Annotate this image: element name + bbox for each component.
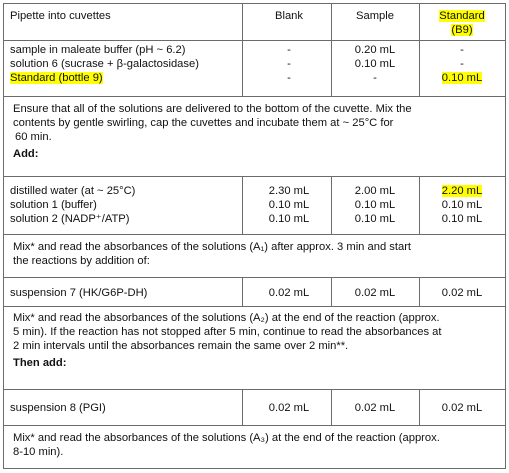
instruction-note-4: Mix* and read the absorbances of the solutions (A₃) at the end of the reaction (approx. 8-10 min). bbox=[13, 432, 440, 458]
suspension-8-standard: 0.02 mL bbox=[441, 402, 483, 414]
suspension-7-label: suspension 7 (HK/G6P-DH) bbox=[10, 287, 148, 299]
block1-standard: - - 0.10 mL bbox=[441, 44, 483, 84]
instruction-note-2: Mix* and read the absorbances of the solutions (A₁) after approx. 3 min and start the reactions by addition of: bbox=[13, 241, 412, 267]
suspension-8-sample: 0.02 mL bbox=[354, 402, 396, 414]
header-standard: Standard (B9) bbox=[439, 10, 485, 36]
suspension-7-sample: 0.02 mL bbox=[354, 287, 396, 299]
suspension-8-blank: 0.02 mL bbox=[268, 402, 310, 414]
suspension-7-blank: 0.02 mL bbox=[268, 287, 310, 299]
protocol-table bbox=[3, 3, 506, 469]
instruction-note-1: Ensure that all of the solutions are delivered to the bottom of the cuvette. Mix the contents by gentle swirling, cap the cuvettes and incubate them at ~ 25°C for 60 min. Add: bbox=[13, 102, 499, 161]
block2-labels: distilled water (at ~ 25°C) solution 1 (buffer) solution 2 (NADP⁺/ATP) bbox=[10, 185, 136, 225]
header-blank: Blank bbox=[275, 10, 303, 22]
instruction-note-3: Mix* and read the absorbances of the solutions (A₂) at the end of the reaction (approx. 5 min). If the reaction has not stopped after 5 min, continue to read the absorbances at 2 min intervals until the absorbances remain the same over 2 min**. Then add: bbox=[13, 311, 499, 370]
add-label: Add: bbox=[13, 148, 39, 160]
block2-sample: 2.00 mL 0.10 mL 0.10 mL bbox=[354, 185, 396, 225]
suspension-7-standard: 0.02 mL bbox=[441, 287, 483, 299]
block1-blank: - - - bbox=[287, 44, 291, 84]
header-pipette-label: Pipette into cuvettes bbox=[10, 10, 111, 22]
header-sample: Sample bbox=[356, 10, 394, 22]
block2-standard: 2.20 mL 0.10 mL 0.10 mL bbox=[441, 185, 483, 225]
suspension-8-label: suspension 8 (PGI) bbox=[10, 402, 106, 414]
block1-labels: sample in maleate buffer (pH ~ 6.2) solution 6 (sucrase + β-galactosidase) Standard (bottle 9) bbox=[10, 44, 199, 84]
block2-blank: 2.30 mL 0.10 mL 0.10 mL bbox=[268, 185, 310, 225]
block1-sample: 0.20 mL 0.10 mL - bbox=[354, 44, 396, 84]
then-add-label: Then add: bbox=[13, 357, 67, 369]
